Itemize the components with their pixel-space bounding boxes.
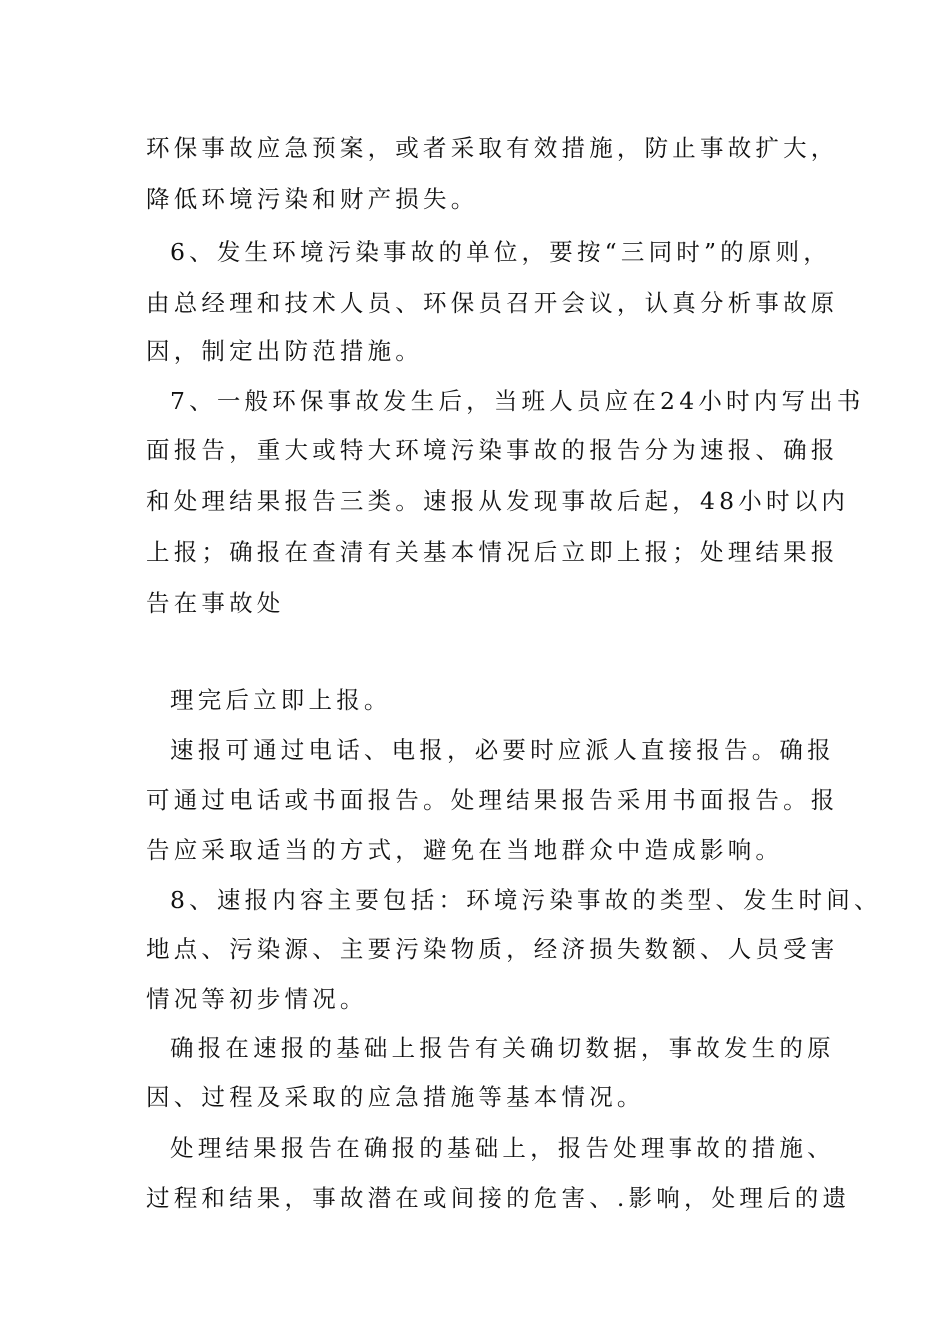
text-line: 降低环境污染和财产损失。 [146, 185, 479, 213]
paragraph-7-start: 7、一般环保事故发生后，当班人员应在24小时内写出书 [170, 387, 865, 415]
paragraph-start: 速报可通过电话、电报，必要时应派人直接报告。确报 [170, 736, 835, 764]
paragraph-start: 确报在速报的基础上报告有关确切数据，事故发生的原 [170, 1034, 835, 1062]
text-line: 情况等初步情况。 [146, 985, 368, 1013]
text-line: 因、过程及采取的应急措施等基本情况。 [146, 1083, 645, 1111]
text-line: 由总经理和技术人员、环保员召开会议，认真分析事故原 [146, 289, 839, 317]
paragraph-start: 处理结果报告在确报的基础上，报告处理事故的措施、 [170, 1134, 835, 1162]
text-line: 和处理结果报告三类。速报从发现事故后起，48小时以内 [146, 487, 850, 515]
text-line: 告在事故处 [146, 589, 285, 617]
text-line: 面报告，重大或特大环境污染事故的报告分为速报、确报 [146, 436, 839, 464]
text-line: 理完后立即上报。 [170, 686, 392, 714]
paragraph-8-start: 8、速报内容主要包括：环境污染事故的类型、发生时间、 [170, 886, 882, 914]
text-line: 可通过电话或书面报告。处理结果报告采用书面报告。报 [146, 786, 839, 814]
text-line: 因，制定出防范措施。 [146, 337, 423, 365]
text-line: 地点、污染源、主要污染物质，经济损失数额、人员受害 [146, 935, 839, 963]
text-line: 上报；确报在查清有关基本情况后立即上报；处理结果报 [146, 538, 839, 566]
text-line: 过程和结果，事故潜在或间接的危害、.影响，处理后的遗 [146, 1184, 851, 1212]
text-line: 环保事故应急预案，或者采取有效措施，防止事故扩大， [146, 134, 839, 162]
text-line: 告应采取适当的方式，避免在当地群众中造成影响。 [146, 836, 784, 864]
paragraph-6-start: 6、发生环境污染事故的单位，要按“三同时”的原则， [170, 238, 831, 266]
